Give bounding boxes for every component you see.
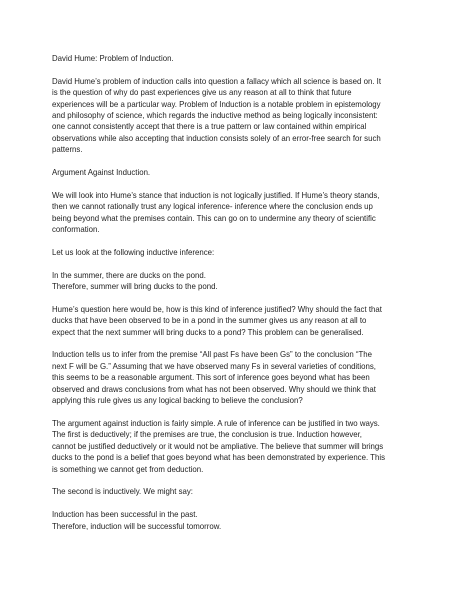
text-line: this seems to be a reasonable argument. This sort of inference goes beyond what has been (52, 373, 370, 383)
paragraph-generalisation (52, 349, 427, 406)
paragraph-intro (52, 76, 427, 156)
paragraph-hume-question (52, 304, 427, 338)
paragraph-inference-intro (52, 247, 427, 258)
text-line: patterns. (52, 145, 83, 155)
paragraph-second-way (52, 486, 427, 497)
text-line: observed and draws conclusions from what has not been observed. Why should we think that (52, 384, 376, 394)
text-line: The first is deductively; if the premises are true, the conclusion is true. Induction however, (52, 430, 362, 440)
paragraph-argument-against (52, 418, 427, 475)
text-line: Induction has been successful in the past. (52, 510, 198, 520)
text-line: applying this rule gives us any logical backing to believe the conclusion? (52, 396, 303, 406)
text-line: cannot be justified deductively or it would not be ampliative. The believe that summer will brings (52, 441, 384, 451)
text-line: Therefore, induction will be successful tomorrow. (52, 521, 222, 531)
text-line: then we cannot rationally trust any logical inference- inference where the conclusion ends up (52, 202, 373, 212)
paragraph-ducks-example (52, 270, 427, 293)
text-line: David Hume’s problem of induction calls into question a fallacy which all science is based on. It (52, 76, 382, 86)
text-line: being beyond what the premises contain. This can go on to undermine any theory of scientific (52, 213, 376, 223)
text-line: is something we cannot get from deduction. (52, 464, 204, 474)
text-line: The second is inductively. We might say: (52, 487, 193, 497)
text-line: observations while also accepting that induction consists solely of an error-free search for such (52, 133, 381, 143)
paragraph-induction-example (52, 509, 427, 532)
text-line: The argument against induction is fairly simple. A rule of inference can be justified in two ways. (52, 418, 380, 428)
text-line: Induction tells us to infer from the premise “All past Fs have been Gs” to the conclusion “The (52, 350, 373, 360)
document-body (52, 53, 427, 543)
section-heading (52, 167, 427, 178)
text-line: Argument Against Induction. (52, 168, 151, 178)
paragraph-hume-stance (52, 190, 427, 236)
text-line: experiences will be a particular way. Problem of Induction is a notable problem in epistemology (52, 99, 381, 109)
text-line: one cannot consistently accept that there is a true pattern or law contained within empirical (52, 122, 367, 132)
document-title (52, 53, 427, 64)
text-line: conformation. (52, 225, 100, 235)
text-line: ducks to the pond is a belief that goes beyond what has been demonstrated by experience. This (52, 453, 385, 463)
text-line: In the summer, there are ducks on the pond. (52, 270, 206, 280)
text-line: Let us look at the following inductive inference: (52, 247, 215, 257)
text-line: expect that the next summer will bring ducks to a pond? This problem can be generalised. (52, 327, 364, 337)
text-line: David Hume: Problem of Induction. (52, 54, 174, 63)
text-line: and philosophy of science, which regards the inductive method as being logically inconsistent: (52, 111, 378, 121)
text-line: Therefore, summer will bring ducks to the pond. (52, 282, 218, 292)
text-line: We will look into Hume’s stance that induction is not logically justified. If Hume’s theory stands, (52, 190, 380, 200)
text-line: ducks that have been observed to be in a pond in the summer gives us any reason at all to (52, 316, 367, 326)
text-line: next F will be G.” Assuming that we have observed many Fs in several varieties of conditions, (52, 361, 376, 371)
text-line: is the question of why do past experiences give us any reason at all to think that future (52, 88, 352, 98)
text-line: Hume’s question here would be, how is this kind of inference justified? Why should the fact that (52, 304, 382, 314)
